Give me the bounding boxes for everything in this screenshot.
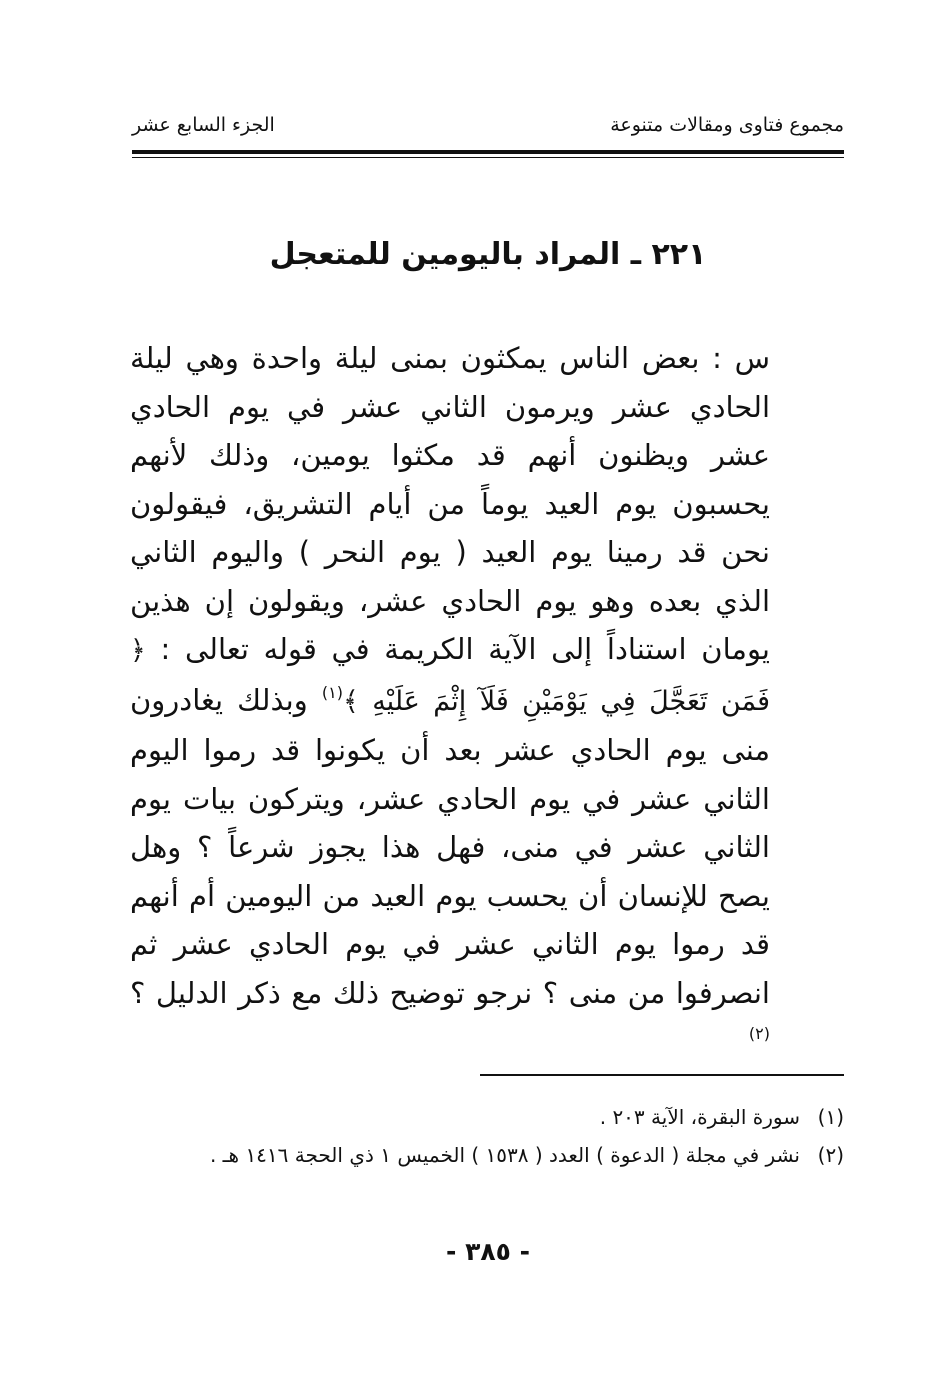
page-number: - ٣٨٥ - [446,1237,530,1266]
footnote-text: سورة البقرة، الآية ٢٠٣ . [599,1105,800,1129]
chapter-title: ٢٢١ ـ المراد باليومين للمتعجل [269,237,707,272]
footnote-text: نشر في مجلة ( الدعوة ) العدد ( ١٥٣٨ ) الخميس ١ ذي الحجة ١٤١٦ هـ . [209,1143,800,1167]
volume-label: الجزء السابع عشر [132,114,275,136]
running-header [132,112,844,142]
footnote-marker: (٢) [817,1143,844,1167]
quran-verse: ﴿ فَمَن تَعَجَّلَ فِي يَوْمَيْنِ فَلَآ إِثْمَ عَلَيْهِ ﴾ [130,635,770,717]
footnote-separator [480,1074,844,1076]
question-part-1: س : بعض الناس يمكثون بمنى ليلة واحدة وهي ليلة الحادي عشر ويرمون الثاني عشر في يوم الحادي عشر ويظنون أنهم قد مكثوا يومين، وذلك لأنهم يحسبون يوم العيد يوماً من أيام التشريق، فيقولون نحن قد رمينا يوم العيد ( يوم النحر ) واليوم الثاني الذي بعده وهو يوم الحادي عشر، ويقولون إن هذين يومان استناداً إلى الآية الكريمة في قوله تعالى : [130,341,770,666]
footnote-item [132,1136,844,1174]
footnote-marker: (١) [817,1105,844,1129]
book-title: مجموع فتاوى ومقالات متنوعة [610,114,844,136]
header-rule-thick [132,150,844,154]
header-rule-thin [132,157,844,158]
footnote-item [132,1098,844,1136]
footnote-ref-2: (٢) [748,1024,770,1043]
footnotes [132,1098,844,1174]
question-part-2: وبذلك يغادرون منى يوم الحادي عشر بعد أن يكونوا قد رموا اليوم الثاني عشر في يوم الحادي عشر، ويتركون بيات يوم الثاني عشر في منى، فهل هذا يجوز شرعاً ؟ وهل يصح للإنسان أن يحسب يوم العيد من اليومين أم أنهم قد رموا يوم الثاني عشر في يوم الحادي عشر ثم انصرفوا من منى ؟ نرجو توضيح ذلك مع ذكر الدليل ؟ [130,682,770,1010]
question-text [130,334,770,1066]
footnote-ref-1: (١) [321,682,343,702]
